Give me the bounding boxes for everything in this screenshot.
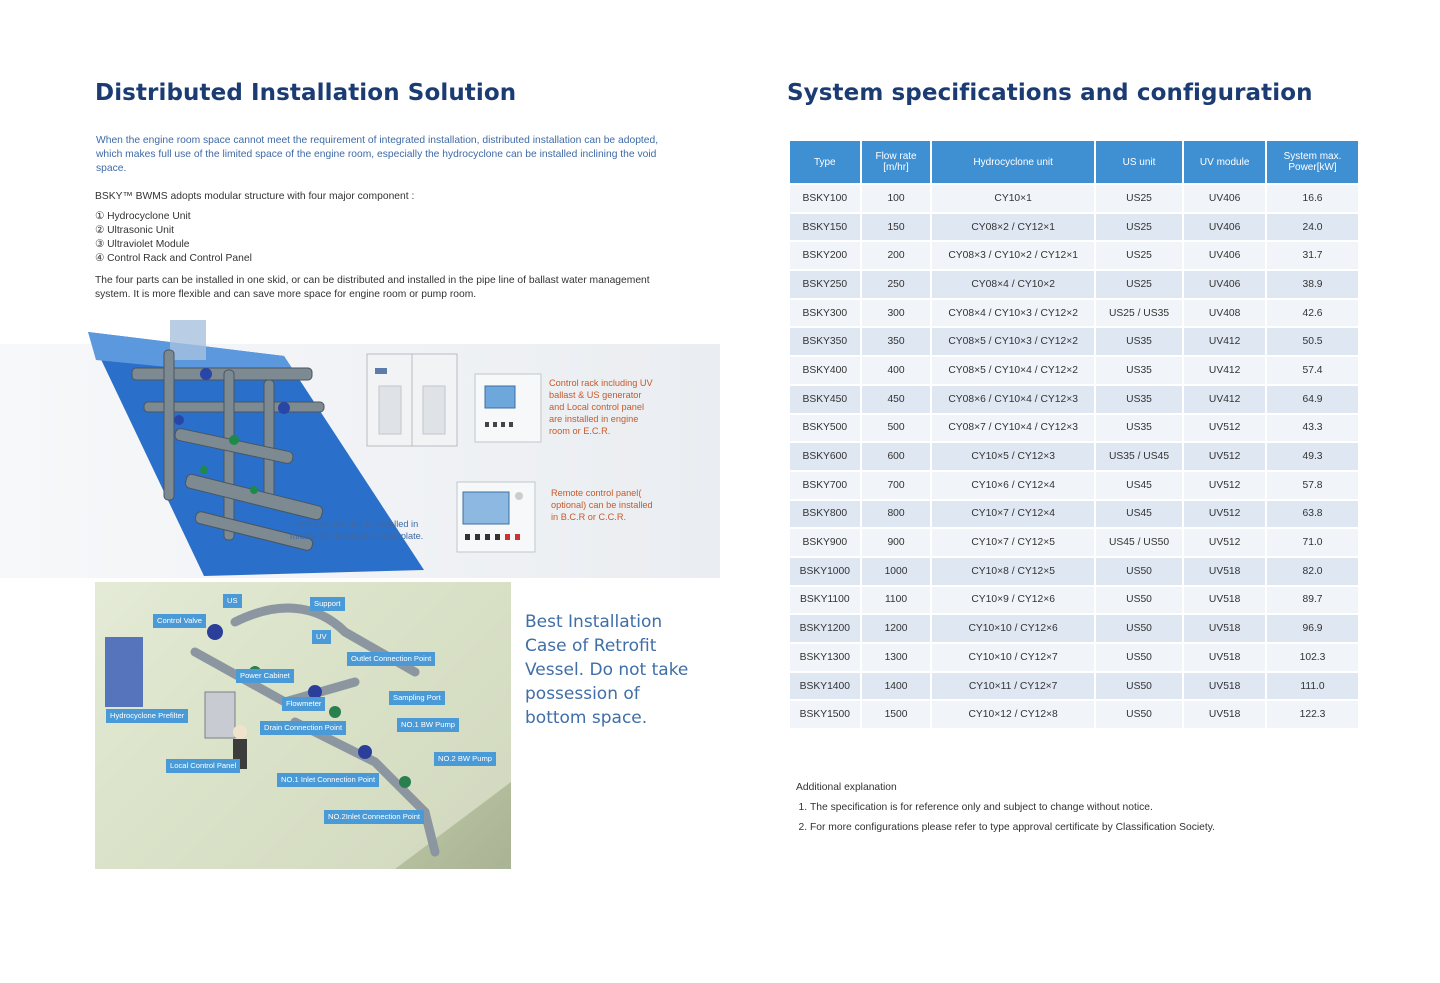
left-page-title: Distributed Installation Solution bbox=[95, 80, 517, 106]
cell-flow-rate: 150 bbox=[862, 214, 931, 241]
cell-max-power: 64.9 bbox=[1267, 386, 1358, 413]
cell-hydrocyclone: CY10×7 / CY12×4 bbox=[932, 501, 1093, 528]
cell-uv-module: UV512 bbox=[1184, 501, 1265, 528]
label-control-valve: Control Valve bbox=[153, 614, 206, 628]
cell-uv-module: UV412 bbox=[1184, 386, 1265, 413]
cell-max-power: 71.0 bbox=[1267, 529, 1358, 556]
table-row bbox=[790, 673, 1358, 700]
cell-type: BSKY400 bbox=[790, 357, 860, 384]
cell-hydrocyclone: CY10×10 / CY12×6 bbox=[932, 615, 1093, 642]
table-row bbox=[790, 587, 1358, 614]
cell-max-power: 31.7 bbox=[1267, 242, 1358, 269]
cell-us-unit: US35 bbox=[1096, 357, 1182, 384]
header-system-max-power: System max. Power[kW] bbox=[1267, 141, 1358, 183]
cell-hydrocyclone: CY08×5 / CY10×4 / CY12×2 bbox=[932, 357, 1093, 384]
cell-flow-rate: 1100 bbox=[862, 587, 931, 614]
cell-us-unit: US25 bbox=[1096, 185, 1182, 212]
cell-uv-module: UV518 bbox=[1184, 673, 1265, 700]
cell-us-unit: US45 bbox=[1096, 501, 1182, 528]
cell-flow-rate: 100 bbox=[862, 185, 931, 212]
cell-hydrocyclone: CY10×12 / CY12×8 bbox=[932, 701, 1093, 728]
label-hydrocyclone-prefilter: Hydrocyclone Prefilter bbox=[106, 709, 188, 723]
label-support: Support bbox=[310, 597, 345, 611]
table-row bbox=[790, 214, 1358, 241]
cell-uv-module: UV512 bbox=[1184, 472, 1265, 499]
cell-us-unit: US25 bbox=[1096, 242, 1182, 269]
table-row bbox=[790, 529, 1358, 556]
label-flowmeter: Flowmeter bbox=[282, 697, 325, 711]
component-list bbox=[95, 210, 252, 266]
cell-uv-module: UV518 bbox=[1184, 615, 1265, 642]
cell-hydrocyclone: CY10×9 / CY12×6 bbox=[932, 587, 1093, 614]
table-row bbox=[790, 357, 1358, 384]
header-flow-rate: Flow rate [m/hr] bbox=[862, 141, 931, 183]
header-type: Type bbox=[790, 141, 860, 183]
cell-hydrocyclone: CY08×4 / CY10×3 / CY12×2 bbox=[932, 300, 1093, 327]
cell-max-power: 43.3 bbox=[1267, 415, 1358, 442]
cell-max-power: 49.3 bbox=[1267, 443, 1358, 470]
cell-uv-module: UV518 bbox=[1184, 644, 1265, 671]
bwms-structure-line: BSKY™ BWMS adopts modular structure with four major component : bbox=[95, 191, 415, 202]
header-us-unit: US unit bbox=[1096, 141, 1182, 183]
cell-max-power: 102.3 bbox=[1267, 644, 1358, 671]
cell-hydrocyclone: CY08×4 / CY10×2 bbox=[932, 271, 1093, 298]
cell-type: BSKY1000 bbox=[790, 558, 860, 585]
cell-max-power: 122.3 bbox=[1267, 701, 1358, 728]
cell-us-unit: US50 bbox=[1096, 615, 1182, 642]
cell-hydrocyclone: CY10×5 / CY12×3 bbox=[932, 443, 1093, 470]
table-row bbox=[790, 558, 1358, 585]
cell-uv-module: UV408 bbox=[1184, 300, 1265, 327]
cell-hydrocyclone: CY10×8 / CY12×5 bbox=[932, 558, 1093, 585]
cell-us-unit: US35 bbox=[1096, 415, 1182, 442]
cell-uv-module: UV518 bbox=[1184, 701, 1265, 728]
cell-type: BSKY600 bbox=[790, 443, 860, 470]
table-row bbox=[790, 501, 1358, 528]
cell-uv-module: UV406 bbox=[1184, 185, 1265, 212]
cell-flow-rate: 900 bbox=[862, 529, 931, 556]
label-no1-bw-pump: NO.1 BW Pump bbox=[397, 718, 459, 732]
cell-uv-module: UV406 bbox=[1184, 242, 1265, 269]
label-sampling-port: Sampling Port bbox=[389, 691, 445, 705]
table-row bbox=[790, 615, 1358, 642]
table-body bbox=[790, 185, 1358, 728]
cell-hydrocyclone: CY08×6 / CY10×4 / CY12×3 bbox=[932, 386, 1093, 413]
label-no1-inlet-connection-point: NO.1 Inlet Connection Point bbox=[277, 773, 379, 787]
cell-flow-rate: 400 bbox=[862, 357, 931, 384]
table-header-row bbox=[790, 141, 1358, 183]
label-local-control-panel: Local Control Panel bbox=[166, 759, 240, 773]
cell-uv-module: UV512 bbox=[1184, 529, 1265, 556]
specification-table bbox=[788, 139, 1360, 730]
cell-flow-rate: 200 bbox=[862, 242, 931, 269]
cell-us-unit: US50 bbox=[1096, 587, 1182, 614]
cell-hydrocyclone: CY10×6 / CY12×4 bbox=[932, 472, 1093, 499]
cell-uv-module: UV518 bbox=[1184, 587, 1265, 614]
cell-flow-rate: 1300 bbox=[862, 644, 931, 671]
cell-us-unit: US50 bbox=[1096, 701, 1182, 728]
component-item: ② Ultrasonic Unit bbox=[95, 225, 175, 236]
cell-uv-module: UV412 bbox=[1184, 328, 1265, 355]
cell-hydrocyclone: CY10×1 bbox=[932, 185, 1093, 212]
label-uv: UV bbox=[312, 630, 331, 644]
cell-type: BSKY1200 bbox=[790, 615, 860, 642]
header-hydrocyclone-unit: Hydrocyclone unit bbox=[932, 141, 1093, 183]
cell-us-unit: US45 / US50 bbox=[1096, 529, 1182, 556]
cell-flow-rate: 600 bbox=[862, 443, 931, 470]
best-installation-text: Best Installation Case of Retrofit Vessel. Do not take possession of bottom space. bbox=[525, 612, 689, 728]
right-page-title: System specifications and configuration bbox=[787, 80, 1313, 106]
cell-us-unit: US25 bbox=[1096, 271, 1182, 298]
cell-flow-rate: 250 bbox=[862, 271, 931, 298]
cell-us-unit: US35 / US45 bbox=[1096, 443, 1182, 470]
cell-max-power: 24.0 bbox=[1267, 214, 1358, 241]
cell-type: BSKY900 bbox=[790, 529, 860, 556]
cell-type: BSKY250 bbox=[790, 271, 860, 298]
cell-hydrocyclone: CY10×11 / CY12×7 bbox=[932, 673, 1093, 700]
cell-uv-module: UV406 bbox=[1184, 271, 1265, 298]
cell-us-unit: US25 / US35 bbox=[1096, 300, 1182, 327]
cell-type: BSKY500 bbox=[790, 415, 860, 442]
cell-uv-module: UV518 bbox=[1184, 558, 1265, 585]
cell-hydrocyclone: CY10×10 / CY12×7 bbox=[932, 644, 1093, 671]
table-row bbox=[790, 443, 1358, 470]
label-us: US bbox=[223, 594, 242, 608]
cell-type: BSKY350 bbox=[790, 328, 860, 355]
local-control-panel-illustration bbox=[473, 372, 543, 444]
cell-max-power: 57.8 bbox=[1267, 472, 1358, 499]
hydrocyclone-caption: Hydrocyclone unit is installed in middle of the frame of side plate. bbox=[290, 519, 424, 541]
table-row bbox=[790, 701, 1358, 728]
component-item: ④ Control Rack and Control Panel bbox=[95, 253, 252, 264]
cell-hydrocyclone: CY08×2 / CY12×1 bbox=[932, 214, 1093, 241]
table-row bbox=[790, 328, 1358, 355]
table-row bbox=[790, 271, 1358, 298]
cell-type: BSKY1500 bbox=[790, 701, 860, 728]
cell-type: BSKY800 bbox=[790, 501, 860, 528]
cell-hydrocyclone: CY08×7 / CY10×4 / CY12×3 bbox=[932, 415, 1093, 442]
cell-hydrocyclone: CY08×3 / CY10×2 / CY12×1 bbox=[932, 242, 1093, 269]
remote-control-panel-illustration bbox=[455, 480, 537, 554]
cell-max-power: 42.6 bbox=[1267, 300, 1358, 327]
cell-type: BSKY100 bbox=[790, 185, 860, 212]
cell-flow-rate: 350 bbox=[862, 328, 931, 355]
cell-type: BSKY1400 bbox=[790, 673, 860, 700]
cell-max-power: 38.9 bbox=[1267, 271, 1358, 298]
cell-us-unit: US35 bbox=[1096, 328, 1182, 355]
cell-max-power: 96.9 bbox=[1267, 615, 1358, 642]
label-power-cabinet: Power Cabinet bbox=[236, 669, 294, 683]
four-parts-paragraph: The four parts can be installed in one skid, or can be distributed and installed in the pipe line of ballast water management system. It is more flexible and can save more space for engine room or pump room. bbox=[95, 275, 650, 300]
cell-flow-rate: 300 bbox=[862, 300, 931, 327]
cell-flow-rate: 1500 bbox=[862, 701, 931, 728]
component-item: ① Hydrocyclone Unit bbox=[95, 211, 191, 222]
retrofit-vessel-3d-view bbox=[95, 582, 511, 869]
header-uv-module: UV module bbox=[1184, 141, 1265, 183]
cell-uv-module: UV512 bbox=[1184, 415, 1265, 442]
note-item: 1. The specification is for reference only and subject to change without notice. bbox=[810, 798, 1215, 818]
cell-type: BSKY450 bbox=[790, 386, 860, 413]
label-drain-connection-point: Drain Connection Point bbox=[260, 721, 346, 735]
cell-uv-module: UV512 bbox=[1184, 443, 1265, 470]
cell-us-unit: US25 bbox=[1096, 214, 1182, 241]
table-row bbox=[790, 386, 1358, 413]
label-outlet-connection-point: Outlet Connection Point bbox=[347, 652, 435, 666]
cell-us-unit: US50 bbox=[1096, 644, 1182, 671]
cell-us-unit: US35 bbox=[1096, 386, 1182, 413]
table-row bbox=[790, 472, 1358, 499]
cell-max-power: 89.7 bbox=[1267, 587, 1358, 614]
label-no2-inlet-connection-point: NO.2Inlet Connection Point bbox=[324, 810, 424, 824]
label-no2-bw-pump: NO.2 BW Pump bbox=[434, 752, 496, 766]
cell-us-unit: US50 bbox=[1096, 673, 1182, 700]
cell-type: BSKY1100 bbox=[790, 587, 860, 614]
note-item: 2. For more configurations please refer to type approval certificate by Classification Society. bbox=[810, 818, 1215, 838]
cell-flow-rate: 1200 bbox=[862, 615, 931, 642]
cell-us-unit: US50 bbox=[1096, 558, 1182, 585]
cell-type: BSKY700 bbox=[790, 472, 860, 499]
intro-paragraph: When the engine room space cannot meet the requirement of integrated installation, distributed installation can be adopted, which makes full use of the limited space of the engine room, especially the hydrocyclone can be installed inclining the void space. bbox=[96, 135, 659, 174]
table-row bbox=[790, 644, 1358, 671]
notes-title: Additional explanation bbox=[796, 782, 897, 793]
cell-uv-module: UV412 bbox=[1184, 357, 1265, 384]
cell-flow-rate: 1400 bbox=[862, 673, 931, 700]
cell-max-power: 50.5 bbox=[1267, 328, 1358, 355]
cell-type: BSKY200 bbox=[790, 242, 860, 269]
cell-flow-rate: 1000 bbox=[862, 558, 931, 585]
cell-flow-rate: 800 bbox=[862, 501, 931, 528]
cell-max-power: 82.0 bbox=[1267, 558, 1358, 585]
cell-flow-rate: 500 bbox=[862, 415, 931, 442]
cell-uv-module: UV406 bbox=[1184, 214, 1265, 241]
notes-list bbox=[796, 798, 1215, 838]
cell-type: BSKY1300 bbox=[790, 644, 860, 671]
cell-max-power: 63.8 bbox=[1267, 501, 1358, 528]
table-row bbox=[790, 185, 1358, 212]
cell-us-unit: US45 bbox=[1096, 472, 1182, 499]
cell-max-power: 111.0 bbox=[1267, 673, 1358, 700]
cell-type: BSKY150 bbox=[790, 214, 860, 241]
component-item: ③ Ultraviolet Module bbox=[95, 239, 190, 250]
cell-hydrocyclone: CY10×7 / CY12×5 bbox=[932, 529, 1093, 556]
cell-max-power: 57.4 bbox=[1267, 357, 1358, 384]
cell-flow-rate: 700 bbox=[862, 472, 931, 499]
cell-max-power: 16.6 bbox=[1267, 185, 1358, 212]
remote-panel-caption: Remote control panel( optional) can be installed in B.C.R or C.C.R. bbox=[551, 488, 653, 522]
table-row bbox=[790, 242, 1358, 269]
control-rack-illustration bbox=[365, 352, 460, 448]
cell-hydrocyclone: CY08×5 / CY10×3 / CY12×2 bbox=[932, 328, 1093, 355]
cell-type: BSKY300 bbox=[790, 300, 860, 327]
additional-notes bbox=[796, 778, 1215, 838]
table-row bbox=[790, 300, 1358, 327]
cell-flow-rate: 450 bbox=[862, 386, 931, 413]
table-row bbox=[790, 415, 1358, 442]
control-rack-caption: Control rack including UV ballast & US generator and Local control panel are installed in engine room or E.C.R. bbox=[549, 378, 653, 436]
